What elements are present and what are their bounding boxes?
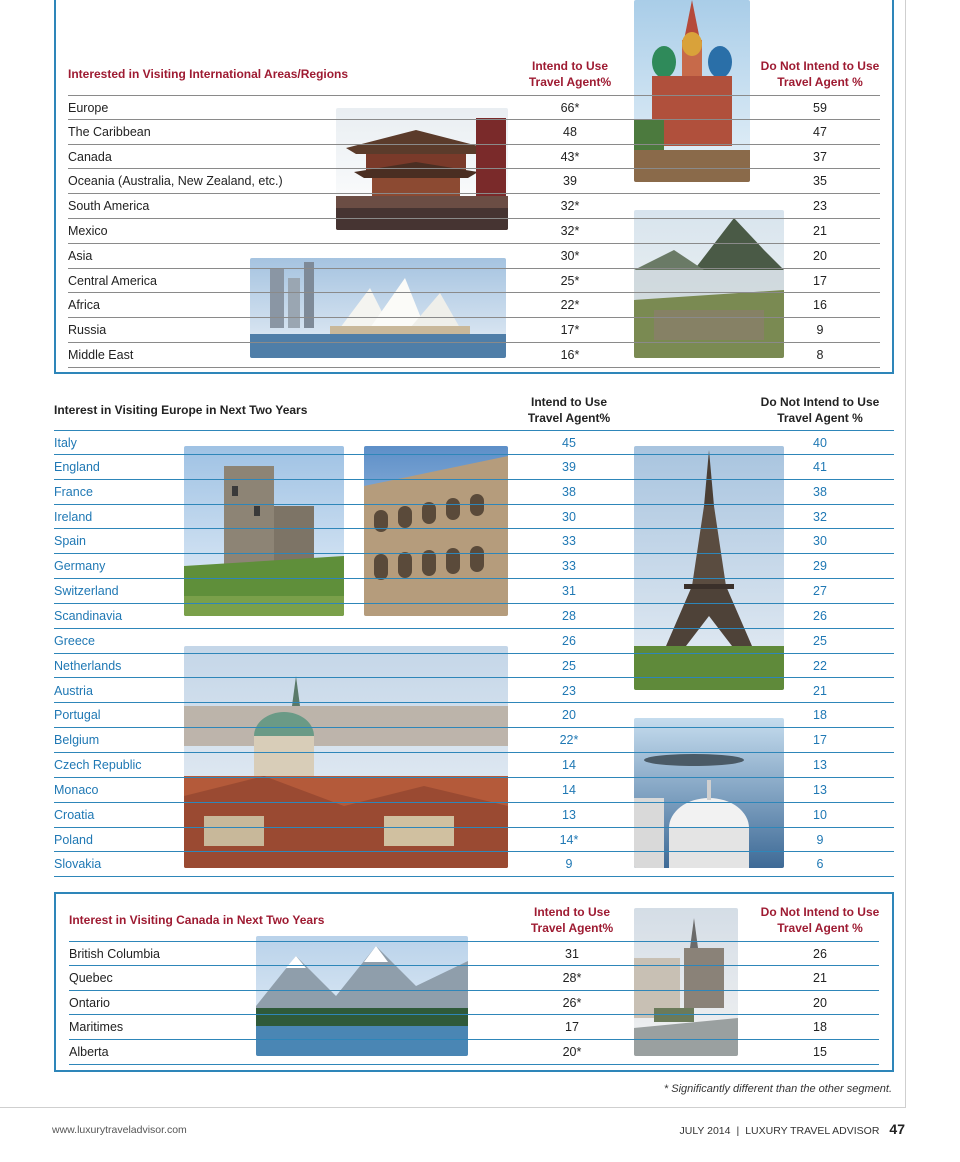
intend-to-use-value: 26*	[562, 995, 582, 1010]
not-intend-to-use-value: 10	[813, 807, 827, 822]
table-row	[68, 145, 880, 170]
intend-to-use-value: 14	[562, 782, 576, 797]
row-label: Maritimes	[69, 1020, 124, 1035]
table-row	[54, 703, 894, 728]
section1-col2-header	[755, 58, 885, 90]
row-label: The Caribbean	[68, 124, 151, 139]
section2-col1-header	[519, 394, 619, 426]
not-intend-to-use-value: 38	[813, 484, 827, 499]
intend-to-use-value: 31	[565, 947, 579, 961]
intend-to-use-value: 17*	[560, 323, 580, 338]
row-label: Czech Republic	[54, 758, 142, 773]
intend-to-use-value: 20*	[562, 1045, 582, 1060]
intend-to-use-value: 13	[562, 807, 576, 822]
table-row	[54, 579, 894, 604]
not-intend-to-use-value: 18	[813, 1020, 827, 1035]
table-row	[68, 318, 880, 343]
not-intend-to-use-value: 59	[813, 101, 827, 115]
not-intend-to-use-value: 21	[813, 224, 827, 238]
not-intend-to-use-value: 40	[813, 436, 827, 450]
not-intend-to-use-value: 25	[813, 633, 827, 648]
not-intend-to-use-value: 27	[813, 584, 827, 599]
col1-header-line1: Intend to Use	[533, 905, 610, 919]
col1-header-line2: Travel Agent%	[530, 921, 614, 935]
table-row	[68, 244, 880, 269]
intend-to-use-value: 33	[562, 559, 576, 574]
intend-to-use-value: 66*	[560, 101, 580, 115]
row-label: Netherlands	[54, 658, 122, 673]
intend-to-use-value: 39	[563, 174, 577, 189]
intend-to-use-value: 26	[562, 633, 576, 648]
row-label: England	[54, 459, 100, 474]
row-label: Poland	[54, 832, 93, 847]
table-row	[54, 753, 894, 778]
table-row	[69, 941, 879, 966]
row-label: Europe	[68, 101, 109, 115]
table-row	[68, 293, 880, 318]
table-row	[54, 803, 894, 828]
table-row	[69, 966, 879, 991]
section3-title: Interest in Visiting Canada in Next Two Years	[69, 913, 325, 927]
row-label: France	[54, 484, 93, 499]
intend-to-use-value: 31	[562, 584, 576, 599]
row-label: Quebec	[69, 970, 113, 985]
not-intend-to-use-value: 21	[813, 683, 827, 698]
table-row	[54, 679, 894, 704]
section2-col2-header	[755, 394, 885, 426]
row-label: Ireland	[54, 509, 93, 524]
col1-header-line1: Intend to Use	[530, 395, 607, 409]
col1-header-line1: Intend to Use	[531, 59, 608, 73]
intend-to-use-value: 38	[562, 484, 576, 499]
row-label: Belgium	[54, 733, 100, 748]
table-row	[54, 430, 894, 455]
table-row	[54, 505, 894, 530]
intend-to-use-value: 39	[562, 459, 576, 474]
intend-to-use-value: 22*	[559, 733, 579, 748]
row-label: Canada	[68, 149, 112, 164]
not-intend-to-use-value: 17	[813, 733, 827, 748]
not-intend-to-use-value: 13	[813, 758, 827, 773]
not-intend-to-use-value: 9	[816, 832, 824, 847]
footer-date: JULY 2014	[679, 1125, 731, 1137]
row-label: British Columbia	[69, 947, 161, 961]
not-intend-to-use-value: 32	[813, 509, 827, 524]
row-label: Slovakia	[54, 857, 102, 872]
col2-header-line1: Do Not Intend to Use	[760, 395, 880, 409]
not-intend-to-use-value: 20	[813, 248, 827, 263]
not-intend-to-use-value: 26	[813, 608, 827, 623]
row-label: Greece	[54, 633, 95, 648]
intend-to-use-value: 30	[562, 509, 576, 524]
intend-to-use-value: 20	[562, 708, 576, 723]
row-label: Asia	[68, 248, 93, 263]
section1-col1-header	[520, 58, 620, 90]
table-row	[69, 1040, 879, 1065]
not-intend-to-use-value: 21	[813, 970, 827, 985]
footer-publication: LUXURY TRAVEL ADVISOR	[745, 1125, 880, 1137]
table-row	[54, 852, 894, 877]
row-label: Mexico	[68, 224, 108, 238]
not-intend-to-use-value: 23	[813, 199, 827, 214]
table-row	[68, 95, 880, 120]
col2-header-line2: Travel Agent %	[777, 411, 863, 425]
table-row	[69, 1015, 879, 1040]
row-label: Ontario	[69, 995, 110, 1010]
table-row	[68, 120, 880, 145]
intend-to-use-value: 14	[562, 758, 576, 773]
table-row	[54, 604, 894, 629]
col1-header-line2: Travel Agent%	[527, 411, 611, 425]
not-intend-to-use-value: 9	[816, 323, 824, 338]
row-label: Spain	[54, 534, 86, 549]
intend-to-use-value: 43*	[560, 149, 580, 164]
intend-to-use-value: 22*	[560, 298, 580, 313]
intend-to-use-value: 16*	[560, 348, 580, 362]
table-row	[68, 343, 880, 368]
not-intend-to-use-value: 15	[813, 1045, 827, 1060]
not-intend-to-use-value: 8	[816, 348, 824, 362]
page-frame-right	[905, 0, 906, 1108]
intend-to-use-value: 45	[562, 436, 576, 450]
col2-header-line2: Travel Agent %	[777, 921, 863, 935]
row-label: Central America	[68, 273, 157, 288]
intend-to-use-value: 14*	[559, 832, 579, 847]
row-label: Alberta	[69, 1045, 109, 1060]
row-label: Austria	[54, 683, 93, 698]
table-row	[54, 480, 894, 505]
row-label: Middle East	[68, 348, 134, 362]
row-label: Portugal	[54, 708, 101, 723]
row-label: Oceania (Australia, New Zealand, etc.)	[68, 174, 283, 189]
intend-to-use-value: 32*	[560, 224, 580, 238]
intend-to-use-value: 32*	[560, 199, 580, 214]
page-frame-bottom	[0, 1107, 906, 1108]
table-row	[54, 529, 894, 554]
not-intend-to-use-value: 20	[813, 995, 827, 1010]
footer-website-link[interactable]: www.luxurytraveladvisor.com	[52, 1124, 187, 1136]
table-row	[68, 169, 880, 194]
not-intend-to-use-value: 47	[813, 124, 827, 139]
not-intend-to-use-value: 22	[813, 658, 827, 673]
row-label: Italy	[54, 436, 77, 450]
intend-to-use-value: 25*	[560, 273, 580, 288]
table-row	[68, 219, 880, 244]
row-label: Africa	[68, 298, 100, 313]
table-row	[54, 654, 894, 679]
intend-to-use-value: 48	[563, 124, 577, 139]
table-row	[68, 194, 880, 219]
table-row	[54, 778, 894, 803]
section3-col2-header	[755, 904, 885, 936]
not-intend-to-use-value: 13	[813, 782, 827, 797]
not-intend-to-use-value: 41	[813, 459, 827, 474]
page-number: 47	[889, 1121, 905, 1137]
not-intend-to-use-value: 18	[813, 708, 827, 723]
not-intend-to-use-value: 30	[813, 534, 827, 549]
row-label: Monaco	[54, 782, 99, 797]
table-row	[54, 629, 894, 654]
row-label: Germany	[54, 559, 106, 574]
not-intend-to-use-value: 6	[816, 857, 824, 872]
table-row	[54, 455, 894, 480]
not-intend-to-use-value: 37	[813, 149, 827, 164]
row-label: Switzerland	[54, 584, 119, 599]
intend-to-use-value: 30*	[560, 248, 580, 263]
table-row	[54, 728, 894, 753]
table-row	[54, 554, 894, 579]
not-intend-to-use-value: 16	[813, 298, 827, 313]
row-label: Scandinavia	[54, 608, 123, 623]
footer-issue-info	[679, 1121, 905, 1137]
section3-col1-header	[522, 904, 622, 936]
footnote: * Significantly different than the other segment.	[663, 1083, 892, 1095]
col2-header-line1: Do Not Intend to Use	[760, 905, 880, 919]
col1-header-line2: Travel Agent%	[528, 75, 612, 89]
intend-to-use-value: 28*	[562, 970, 582, 985]
not-intend-to-use-value: 17	[813, 273, 827, 288]
intend-to-use-value: 33	[562, 534, 576, 549]
intend-to-use-value: 9	[565, 857, 573, 872]
row-label: South America	[68, 199, 150, 214]
section2-title: Interest in Visiting Europe in Next Two Years	[54, 403, 308, 417]
row-label: Russia	[68, 323, 107, 338]
section1-title: Interested in Visiting International Areas/Regions	[68, 67, 349, 81]
table-row	[69, 991, 879, 1016]
not-intend-to-use-value: 29	[813, 559, 827, 574]
not-intend-to-use-value: 26	[813, 947, 827, 961]
table-row	[68, 269, 880, 294]
intend-to-use-value: 17	[565, 1020, 579, 1035]
intend-to-use-value: 23	[562, 683, 576, 698]
footer-separator: |	[736, 1125, 740, 1137]
intend-to-use-value: 28	[562, 608, 576, 623]
not-intend-to-use-value: 35	[813, 174, 827, 189]
col2-header-line2: Travel Agent %	[777, 75, 863, 89]
intend-to-use-value: 25	[562, 658, 576, 673]
col2-header-line1: Do Not Intend to Use	[760, 59, 880, 73]
table-row	[54, 828, 894, 853]
row-label: Croatia	[54, 807, 95, 822]
